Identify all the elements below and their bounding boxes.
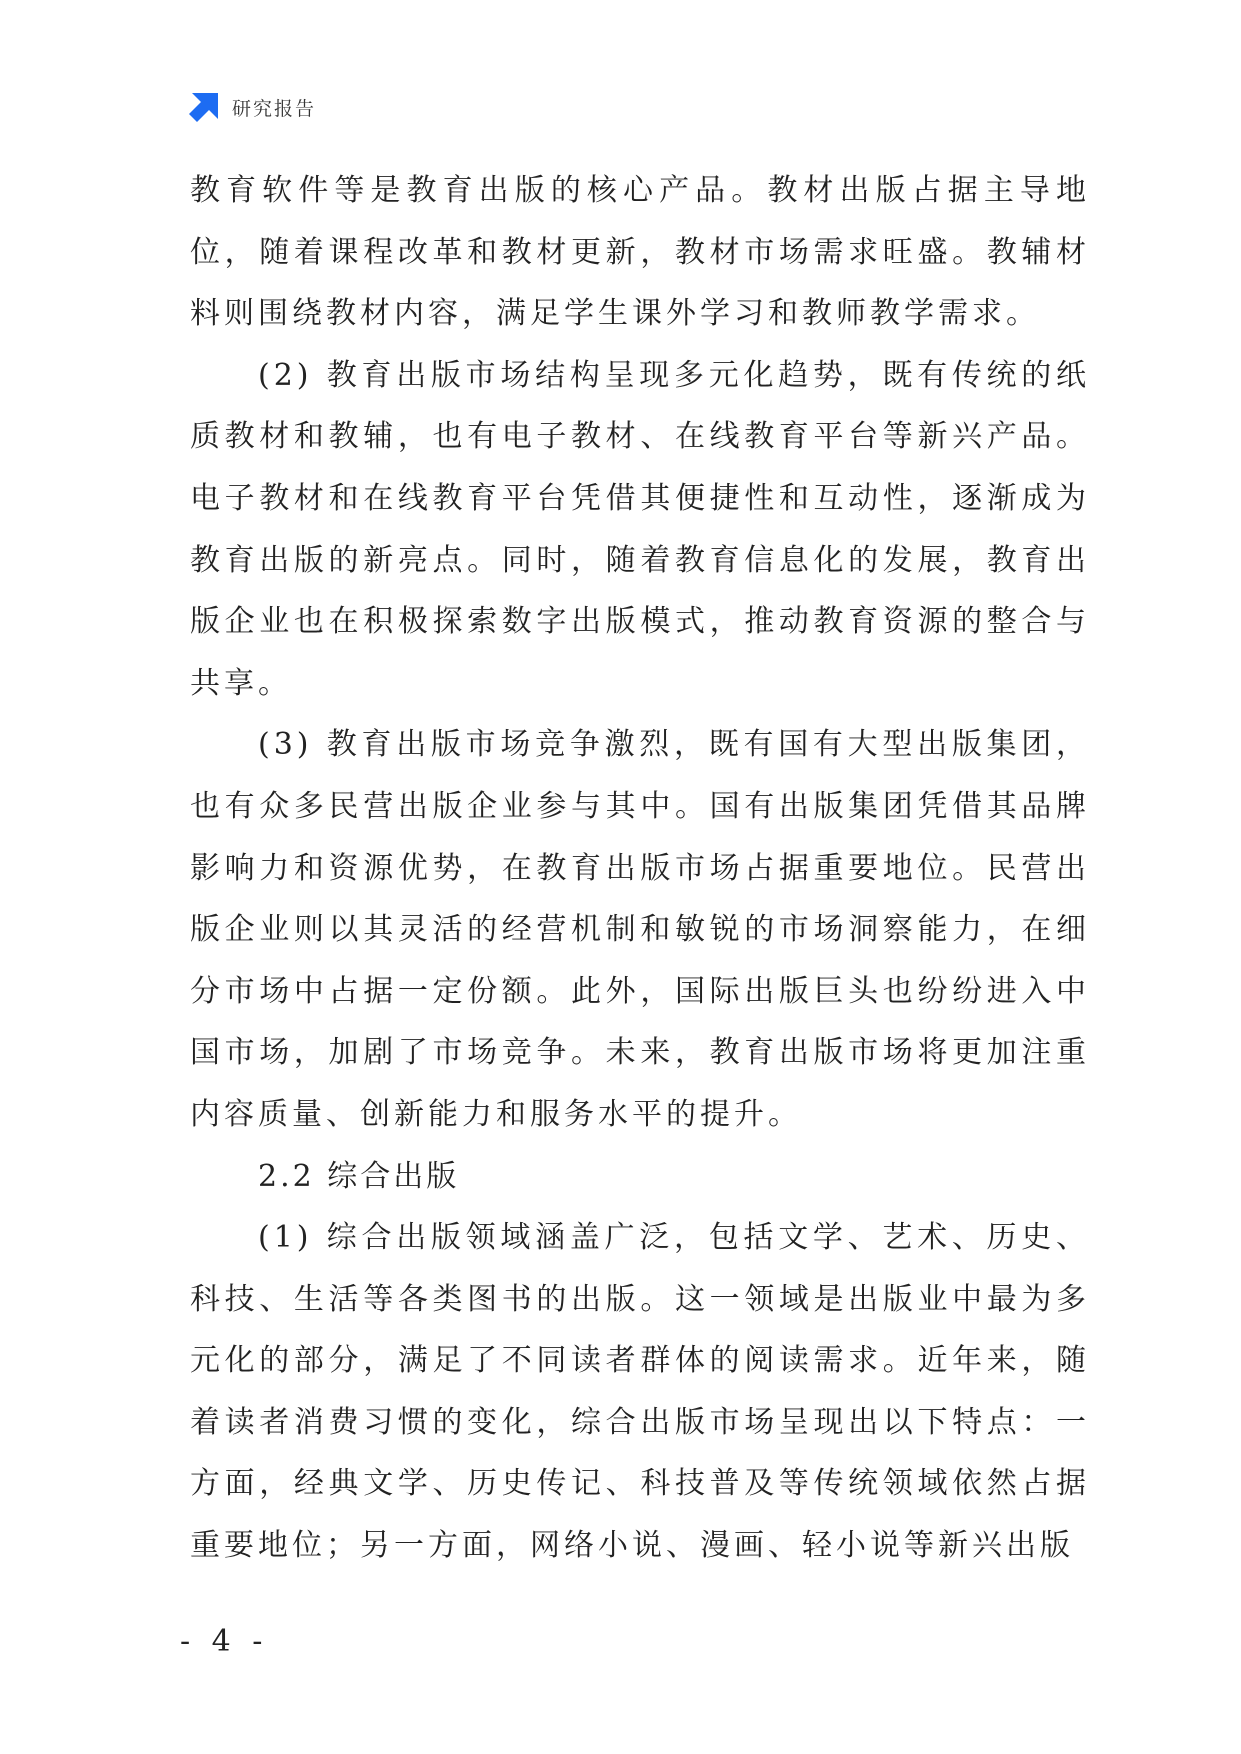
paragraph-market-competition: (3) 教育出版市场竞争激烈，既有国有大型出版集团，也有众多民营出版企业参与其中。国有出版集团凭借其品牌影响力和资源优势，在教育出版市场占据重要地位。民营出版企业则以其灵活的经营机制和敏锐的市场洞察能力，在细分市场中占据一定份额。此外，国际出版巨头也纷纷进入中国市场，加剧了市场竞争。未来，教育出版市场将更加注重内容质量、创新能力和服务水平的提升。 — [190, 727, 1090, 1132]
header-title: 研究报告 — [232, 97, 317, 120]
section-heading: 2.2 综合出版 — [258, 1158, 460, 1194]
arrow-up-right-icon — [188, 91, 220, 123]
paragraph-market-structure: (2) 教育出版市场结构呈现多元化趋势，既有传统的纸质教材和教辅，也有电子教材、在线教育平台等新兴产品。电子教材和在线教育平台凭借其便捷性和互动性，逐渐成为教育出版的新亮点。同时，随着教育信息化的发展，教育出版企业也在积极探索数字出版模式，推动教育资源的整合与共享。 — [190, 357, 1090, 701]
report-header — [188, 90, 316, 124]
paragraph-general-publishing: (1) 综合出版领域涵盖广泛，包括文学、艺术、历史、科技、生活等各类图书的出版。这一领域是出版业中最为多元化的部分，满足了不同读者群体的阅读需求。近年来，随着读者消费习惯的变化，综合出版市场呈现出以下特点：一方面，经典文学、历史传记、科技普及等传统领域依然占据重要地位；另一方面，网络小说、漫画、轻小说等新兴出版 — [190, 1220, 1090, 1564]
page-number: - 4 - — [180, 1624, 269, 1659]
paragraph-continuation: 教育软件等是教育出版的核心产品。教材出版占据主导地位，随着课程改革和教材更新，教材市场需求旺盛。教辅材料则围绕教材内容，满足学生课外学习和教师教学需求。 — [190, 173, 1090, 332]
document-body — [190, 160, 1090, 1577]
